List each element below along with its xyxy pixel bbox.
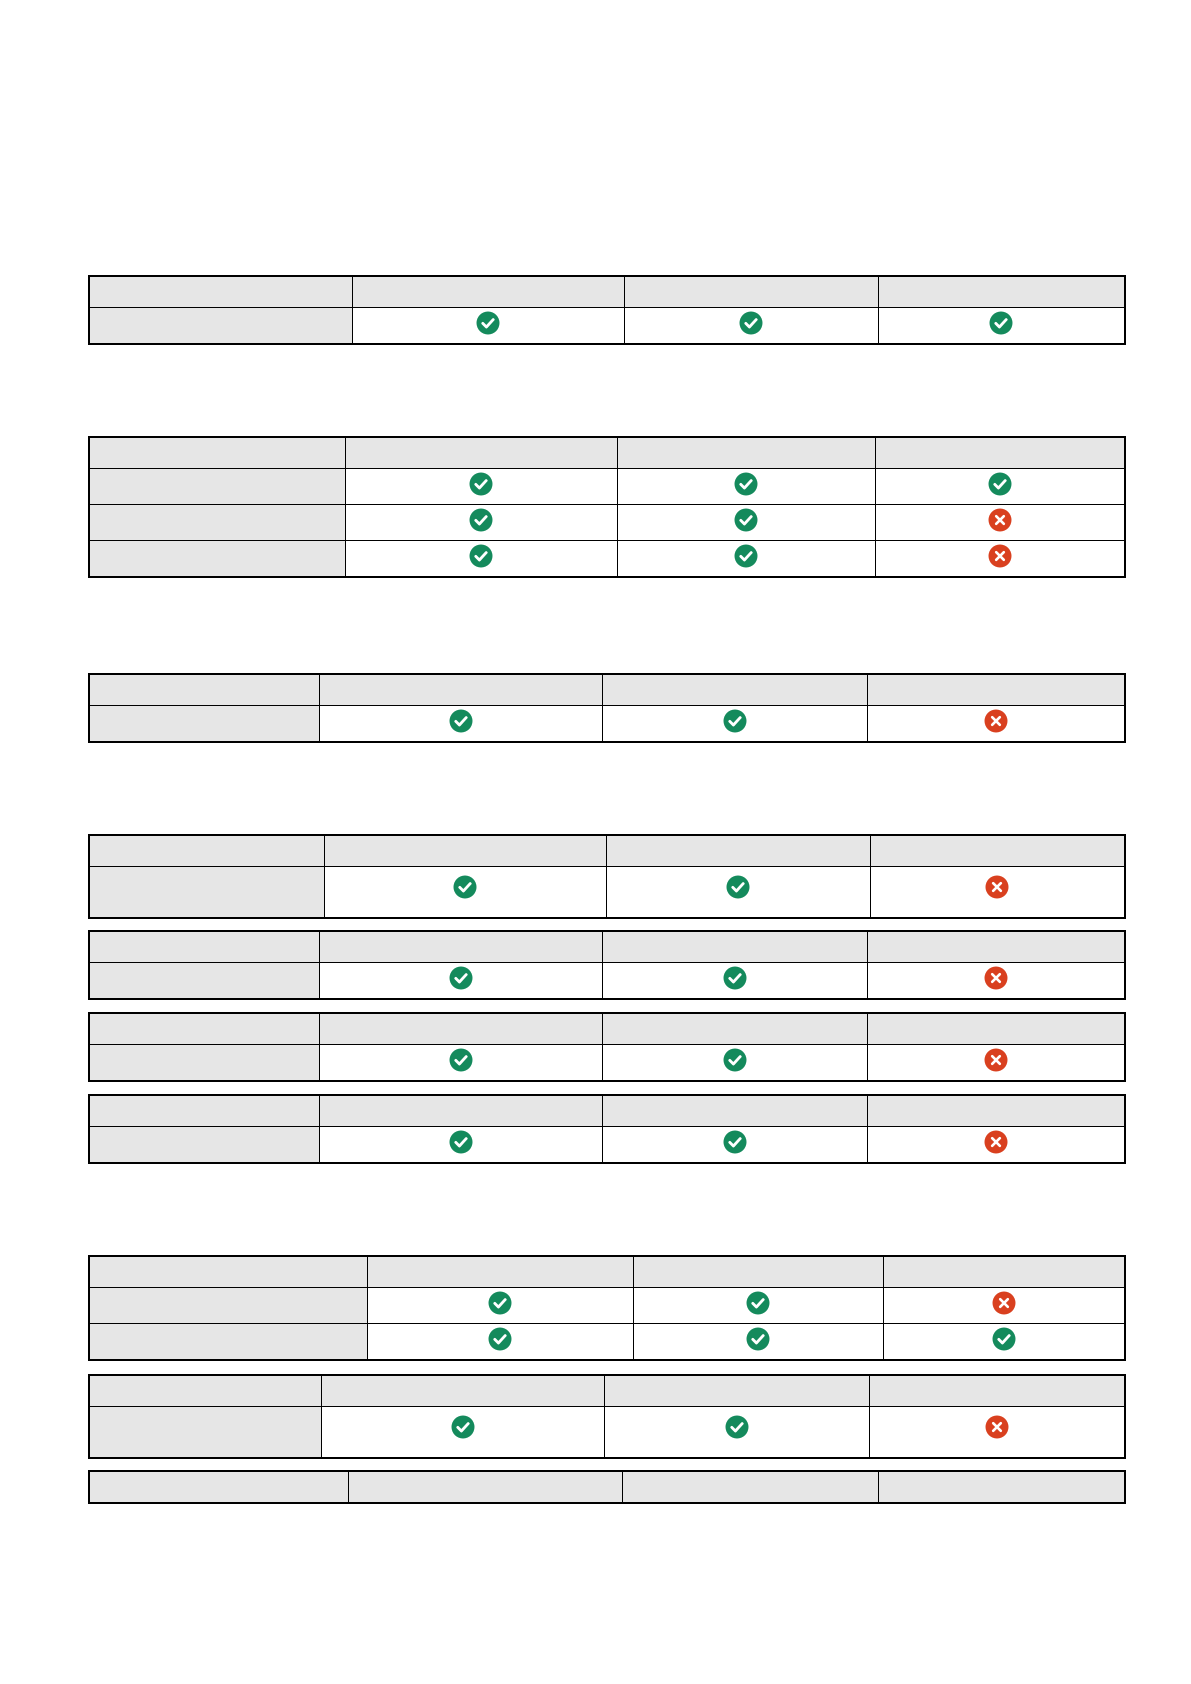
- comparison-table: [88, 930, 1126, 1000]
- header-cell: [878, 276, 1125, 308]
- status-cell: [867, 1045, 1125, 1082]
- table-row: [89, 1045, 1125, 1082]
- comparison-table: [88, 673, 1126, 743]
- check-circle-icon: [451, 1415, 475, 1439]
- status-cell: [624, 308, 878, 345]
- status-cell: [883, 1288, 1125, 1324]
- status-cell: [606, 867, 870, 919]
- check-circle-icon: [989, 311, 1013, 335]
- row-label-cell: [89, 505, 345, 541]
- check-circle-icon: [449, 1048, 473, 1072]
- header-cell: [321, 1375, 604, 1407]
- row-label-cell: [89, 867, 324, 919]
- table-header-row: [89, 674, 1125, 706]
- status-cell: [367, 1288, 633, 1324]
- check-circle-icon: [488, 1327, 512, 1351]
- status-cell: [875, 505, 1125, 541]
- header-cell: [319, 674, 602, 706]
- comparison-table: [88, 1094, 1126, 1164]
- header-cell: [367, 1256, 633, 1288]
- header-cell: [89, 1095, 319, 1127]
- header-cell: [875, 437, 1125, 469]
- table-header-row: [89, 1256, 1125, 1288]
- table-header-row: [89, 276, 1125, 308]
- table-row: [89, 1324, 1125, 1361]
- table-row: [89, 1288, 1125, 1324]
- header-cell: [89, 437, 345, 469]
- header-cell: [622, 1471, 878, 1503]
- table-row: [89, 1407, 1125, 1459]
- header-cell: [89, 1256, 367, 1288]
- row-label-cell: [89, 308, 352, 345]
- cross-circle-icon: [984, 1130, 1008, 1154]
- status-cell: [883, 1324, 1125, 1361]
- table-row: [89, 308, 1125, 345]
- comparison-table: [88, 1012, 1126, 1082]
- status-cell: [875, 469, 1125, 505]
- header-cell: [345, 437, 617, 469]
- header-cell: [89, 276, 352, 308]
- status-cell: [367, 1324, 633, 1361]
- row-label-cell: [89, 1407, 321, 1459]
- cross-circle-icon: [984, 1048, 1008, 1072]
- cross-circle-icon: [988, 508, 1012, 532]
- header-cell: [606, 835, 870, 867]
- check-circle-icon: [723, 709, 747, 733]
- check-circle-icon: [739, 311, 763, 335]
- header-cell: [89, 674, 319, 706]
- status-cell: [602, 963, 867, 1000]
- status-cell: [617, 541, 875, 578]
- header-cell: [602, 1013, 867, 1045]
- check-circle-icon: [734, 472, 758, 496]
- cross-circle-icon: [992, 1291, 1016, 1315]
- status-cell: [321, 1407, 604, 1459]
- header-cell: [89, 1375, 321, 1407]
- check-circle-icon: [723, 1130, 747, 1154]
- check-circle-icon: [449, 709, 473, 733]
- table-row: [89, 541, 1125, 578]
- header-cell: [869, 1375, 1125, 1407]
- header-cell: [624, 276, 878, 308]
- header-cell: [89, 1471, 348, 1503]
- row-label-cell: [89, 1127, 319, 1164]
- table-header-row: [89, 437, 1125, 469]
- row-label-cell: [89, 963, 319, 1000]
- check-circle-icon: [469, 508, 493, 532]
- status-cell: [604, 1407, 869, 1459]
- status-cell: [345, 541, 617, 578]
- check-circle-icon: [734, 508, 758, 532]
- table-row: [89, 963, 1125, 1000]
- table-row: [89, 505, 1125, 541]
- status-cell: [617, 505, 875, 541]
- status-cell: [867, 963, 1125, 1000]
- check-circle-icon: [746, 1327, 770, 1351]
- header-cell: [324, 835, 606, 867]
- row-label-cell: [89, 1045, 319, 1082]
- row-label-cell: [89, 1324, 367, 1361]
- status-cell: [345, 469, 617, 505]
- check-circle-icon: [488, 1291, 512, 1315]
- check-circle-icon: [746, 1291, 770, 1315]
- comparison-table: [88, 1374, 1126, 1459]
- status-cell: [869, 1407, 1125, 1459]
- table-header-row: [89, 1013, 1125, 1045]
- cross-circle-icon: [985, 875, 1009, 899]
- row-label-cell: [89, 1288, 367, 1324]
- cross-circle-icon: [988, 544, 1012, 568]
- comparison-table: [88, 1470, 1126, 1504]
- check-circle-icon: [725, 1415, 749, 1439]
- status-cell: [319, 1045, 602, 1082]
- row-label-cell: [89, 541, 345, 578]
- status-cell: [324, 867, 606, 919]
- check-circle-icon: [449, 1130, 473, 1154]
- status-cell: [867, 706, 1125, 743]
- check-circle-icon: [992, 1327, 1016, 1351]
- comparison-table: [88, 436, 1126, 578]
- header-cell: [89, 1013, 319, 1045]
- header-cell: [352, 276, 624, 308]
- check-circle-icon: [988, 472, 1012, 496]
- status-cell: [319, 706, 602, 743]
- header-cell: [633, 1256, 883, 1288]
- check-circle-icon: [726, 875, 750, 899]
- header-cell: [319, 931, 602, 963]
- cross-circle-icon: [984, 709, 1008, 733]
- status-cell: [617, 469, 875, 505]
- header-cell: [867, 1095, 1125, 1127]
- status-cell: [875, 541, 1125, 578]
- table-row: [89, 706, 1125, 743]
- header-cell: [319, 1013, 602, 1045]
- header-cell: [867, 674, 1125, 706]
- status-cell: [870, 867, 1125, 919]
- status-cell: [633, 1288, 883, 1324]
- table-header-row: [89, 1095, 1125, 1127]
- row-label-cell: [89, 706, 319, 743]
- header-cell: [89, 835, 324, 867]
- cross-circle-icon: [984, 966, 1008, 990]
- header-cell: [617, 437, 875, 469]
- header-cell: [604, 1375, 869, 1407]
- status-cell: [319, 1127, 602, 1164]
- header-cell: [883, 1256, 1125, 1288]
- status-cell: [878, 308, 1125, 345]
- header-cell: [319, 1095, 602, 1127]
- status-cell: [345, 505, 617, 541]
- status-cell: [602, 1127, 867, 1164]
- header-cell: [867, 931, 1125, 963]
- check-circle-icon: [453, 875, 477, 899]
- status-cell: [602, 1045, 867, 1082]
- table-row: [89, 1127, 1125, 1164]
- check-circle-icon: [469, 544, 493, 568]
- comparison-table: [88, 275, 1126, 345]
- check-circle-icon: [723, 1048, 747, 1072]
- header-cell: [867, 1013, 1125, 1045]
- table-header-row: [89, 1471, 1125, 1503]
- comparison-table: [88, 834, 1126, 919]
- status-cell: [633, 1324, 883, 1361]
- table-header-row: [89, 835, 1125, 867]
- comparison-table: [88, 1255, 1126, 1361]
- header-cell: [602, 931, 867, 963]
- table-header-row: [89, 1375, 1125, 1407]
- check-circle-icon: [723, 966, 747, 990]
- header-cell: [870, 835, 1125, 867]
- header-cell: [348, 1471, 622, 1503]
- header-cell: [878, 1471, 1125, 1503]
- table-header-row: [89, 931, 1125, 963]
- check-circle-icon: [734, 544, 758, 568]
- status-cell: [319, 963, 602, 1000]
- check-circle-icon: [449, 966, 473, 990]
- status-cell: [867, 1127, 1125, 1164]
- check-circle-icon: [469, 472, 493, 496]
- header-cell: [602, 1095, 867, 1127]
- table-row: [89, 469, 1125, 505]
- header-cell: [89, 931, 319, 963]
- header-cell: [602, 674, 867, 706]
- check-circle-icon: [476, 311, 500, 335]
- row-label-cell: [89, 469, 345, 505]
- status-cell: [352, 308, 624, 345]
- table-row: [89, 867, 1125, 919]
- cross-circle-icon: [985, 1415, 1009, 1439]
- status-cell: [602, 706, 867, 743]
